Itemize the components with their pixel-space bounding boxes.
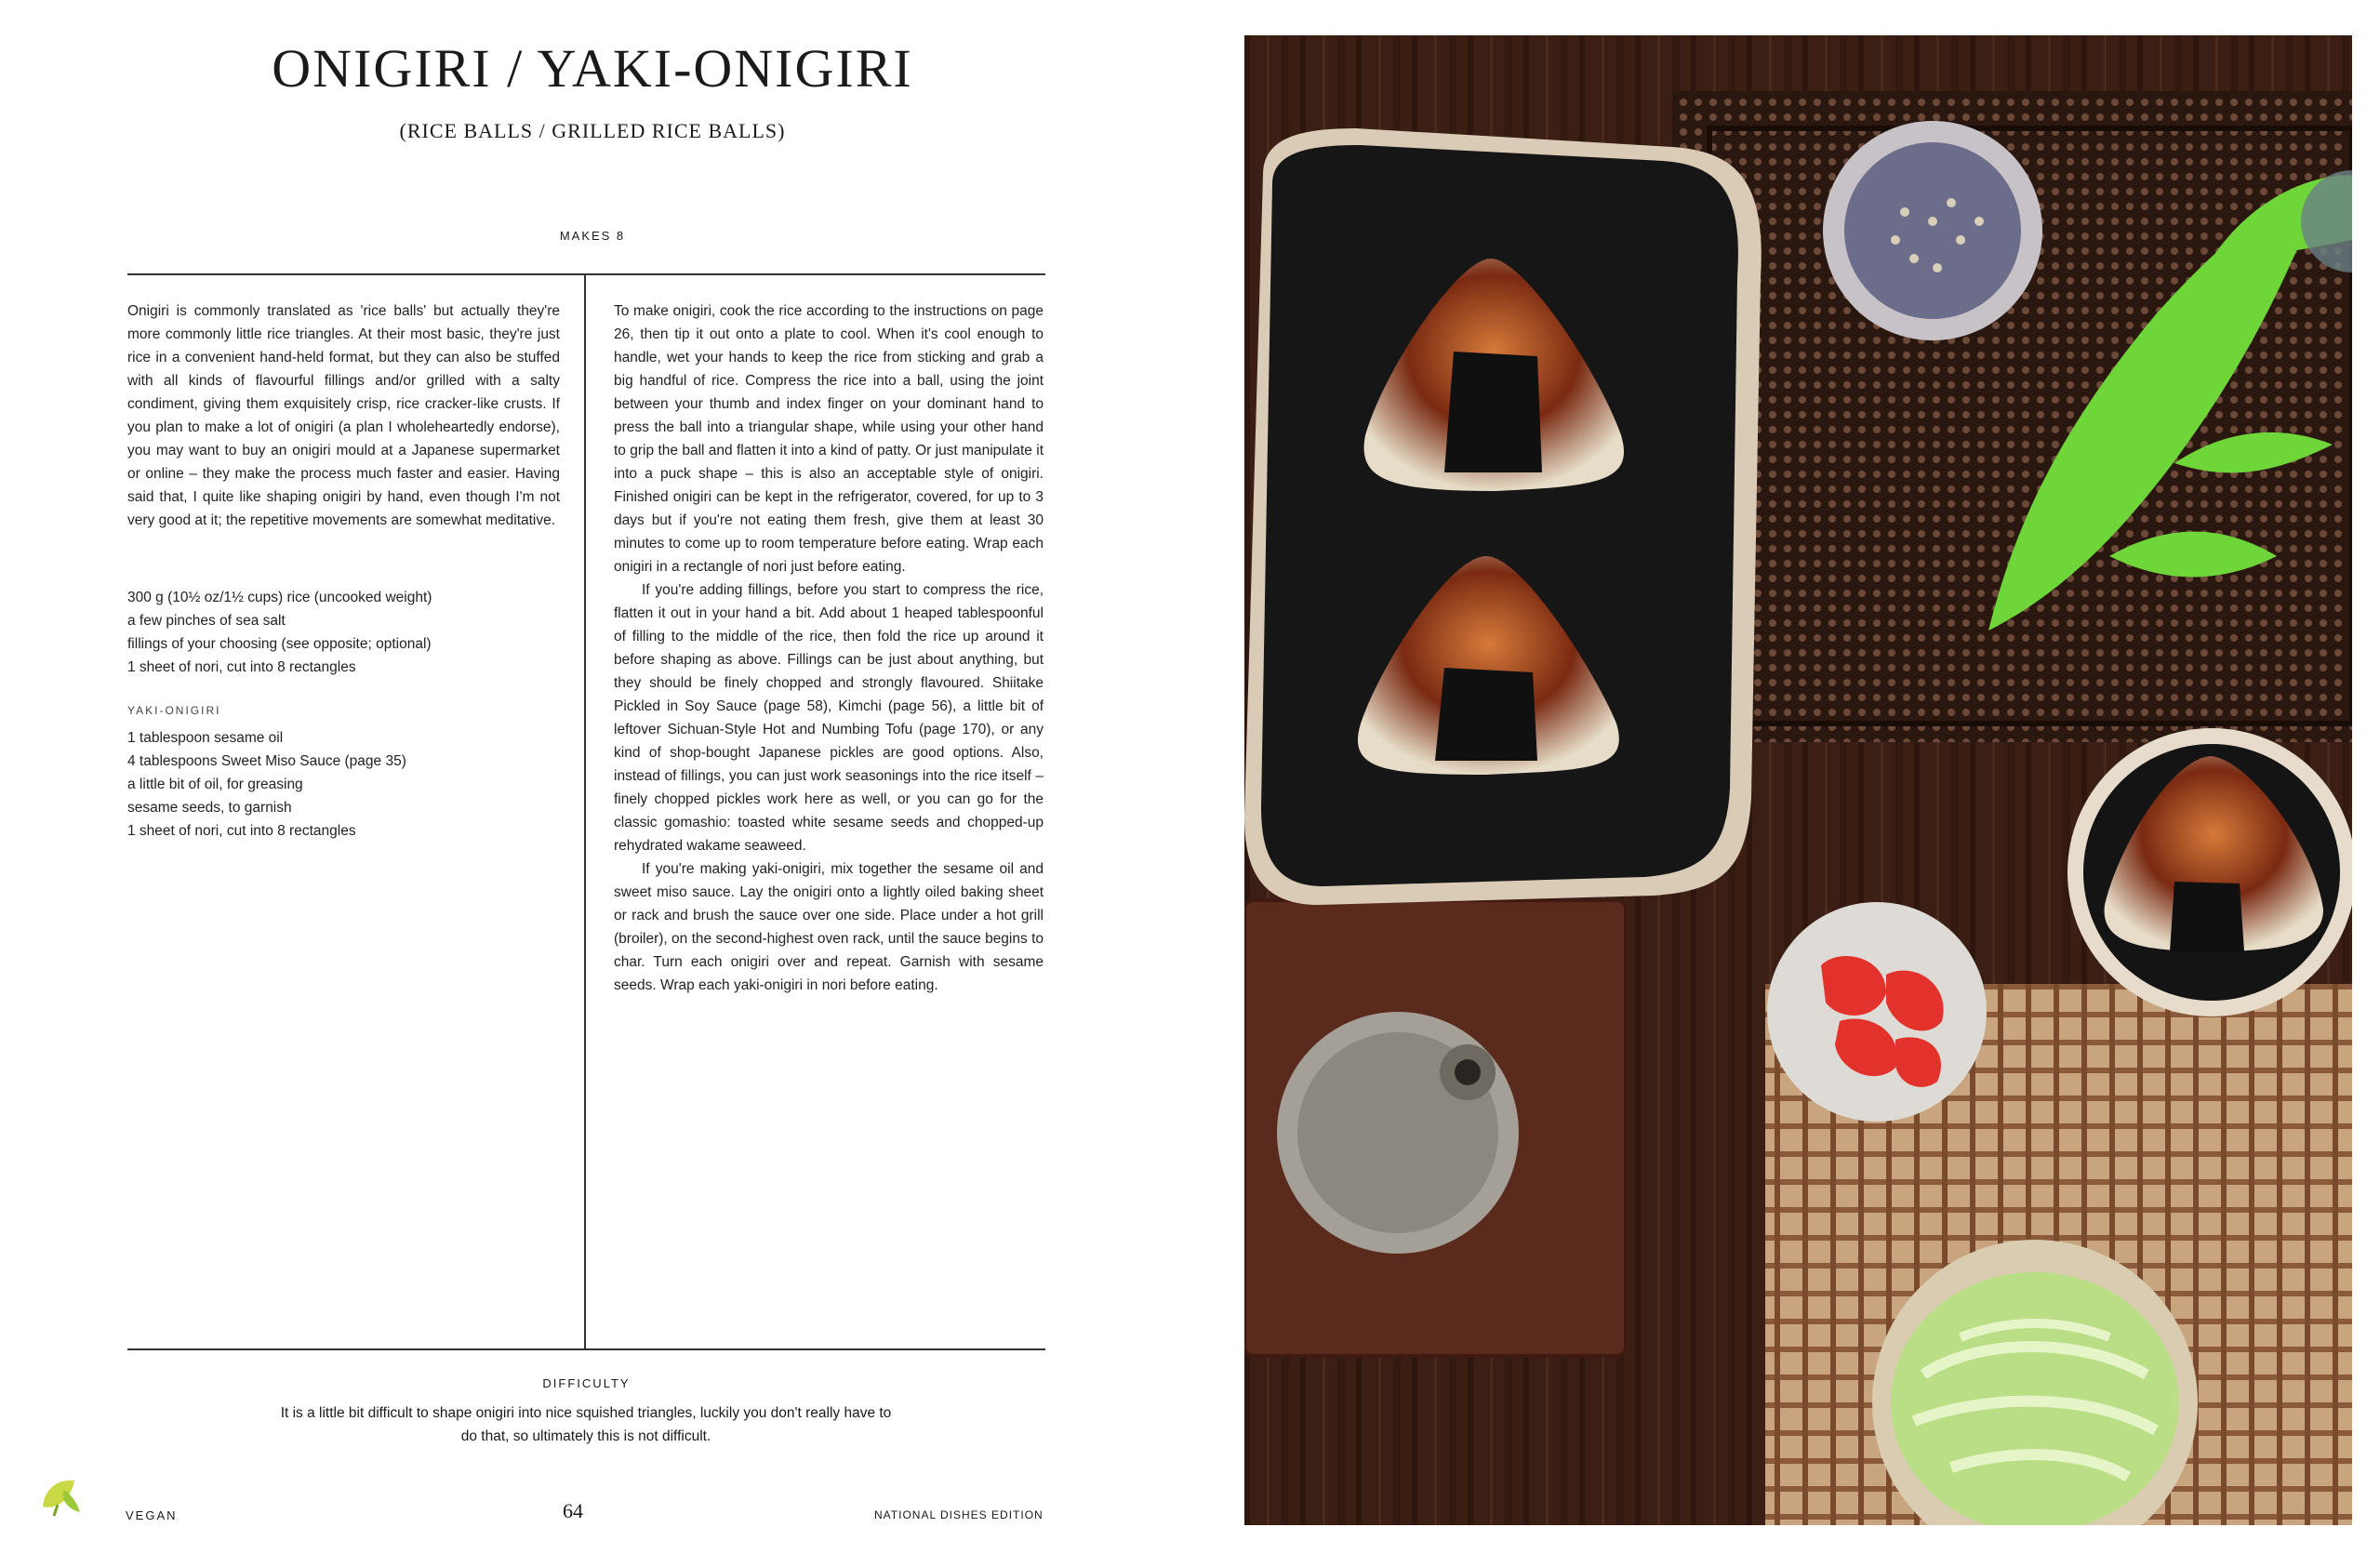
ingredient-list bbox=[127, 586, 560, 679]
ingredient-item: a little bit of oil, for greasing bbox=[127, 777, 303, 792]
yaki-ingredient-list bbox=[127, 726, 560, 843]
footer-book-label: NATIONAL DISHES EDITION bbox=[874, 1508, 1044, 1521]
page-number: 64 bbox=[563, 1499, 583, 1522]
ingredient-item: 1 sheet of nori, cut into 8 rectangles bbox=[127, 659, 356, 675]
footer-section-label: VEGAN bbox=[126, 1508, 178, 1522]
ingredient-item: fillings of your choosing (see opposite; optional) bbox=[127, 636, 432, 652]
ingredient-item: 4 tablespoons Sweet Miso Sauce (page 35) bbox=[127, 753, 406, 769]
ingredient-item: 1 tablespoon sesame oil bbox=[127, 730, 284, 746]
shredded-cabbage bbox=[1891, 1272, 2179, 1525]
tomato-plate bbox=[1767, 902, 1987, 1122]
method-paragraph: If you're making yaki-onigiri, mix together the sesame oil and sweet miso sauce. Lay the onigiri onto a lightly oiled baking sheet or rack and brush the sauce over one side. Place under a hot grill (broiler), on the second-highest oven rack, until the sauce begins to char. Turn each onigiri over and repeat. Garnish with sesame seeds. Wrap each yaki-onigiri in nori before eating. bbox=[614, 861, 1044, 993]
top-rule bbox=[127, 273, 1045, 275]
recipe-title: ONIGIRI / YAKI-ONIGIRI bbox=[272, 38, 913, 99]
difficulty-text: It is a little bit difficult to shape onigiri into nice squished triangles, luckily you don't really have to do that, so ultimately this is not difficult. bbox=[280, 1405, 892, 1444]
difficulty-label: DIFFICULTY bbox=[542, 1376, 631, 1390]
ingredient-item: 1 sheet of nori, cut into 8 rectangles bbox=[127, 823, 356, 839]
ingredient-item: 300 g (10½ oz/1½ cups) rice (uncooked weight) bbox=[127, 590, 432, 605]
ceramic-bottle bbox=[1277, 1012, 1519, 1254]
method-paragraph: If you're adding fillings, before you start to compress the rice, flatten it out in your hand a bit. Add about 1 heaped tablespoonful of filling to the middle of the rice, then fold the rice up around it before shaping as above. Fillings can be just about anything, but they should be finely chopped and strongly flavoured. Shiitake Pickled in Soy Sauce (page 58), Kimchi (page 56), a little bit of leftover Sichuan-Style Hot and Numbing Tofu (page 170), or any kind of shop-bought Japanese pickles are good options. Also, instead of fillings, you can just work seasonings into the rice itself – finely chopped pickles work here as well, or you can go for the classic gomashio: toasted white sesame seeds and chopped-up rehydrated wakame seaweed. bbox=[614, 582, 1044, 854]
intro-paragraph: Onigiri is commonly translated as 'rice balls' but actually they're more commonly little rice triangles. At their most basic, they're just rice in a convenient hand-held format, but they can also be stuffed with all kinds of flavourful fillings and/or grilled with a salty condiment, giving them exquisitely crisp, rice cracker-like crusts. If you plan to make a lot of onigiri (a plan I wholeheartedly endorse), you may want to buy an onigiri mould at a Japanese supermarket or online – they make the process much faster and easier. Having said that, I quite like shaping onigiri by hand, even though I'm not very good at it; the repetitive movements are somewhat meditative. bbox=[127, 303, 560, 528]
column-divider bbox=[584, 275, 586, 1348]
ingredient-item: a few pinches of sea salt bbox=[127, 613, 286, 629]
yaki-onigiri-heading: YAKI-ONIGIRI bbox=[127, 704, 221, 717]
method-paragraph: To make onigiri, cook the rice according to the instructions on page 26, then tip it out onto a plate to cool. When it's cool enough to handle, wet your hands to keep the rice from sticking and grab a big handful of rice. Compress the rice into a ball, using the joint between your thumb and index finger on your dominant hand to press the ball into a triangular shape, while using your other hand to grip the ball and flatten it into a kind of patty. Or just manipulate it into a puck shape – this is also an acceptable style of onigiri. Finished onigiri can be kept in the refrigerator, covered, for up to 3 days but if you're not eating them fresh, give them at least 30 minutes to come up to room temperature before eating. Wrap each onigiri in a rectangle of nori just before eating. bbox=[614, 303, 1044, 575]
ingredient-item: sesame seeds, to garnish bbox=[127, 800, 292, 816]
makes-count: MAKES 8 bbox=[559, 229, 626, 243]
onigiri-photo bbox=[1244, 35, 2352, 1525]
recipe-subtitle: (RICE BALLS / GRILLED RICE BALLS) bbox=[399, 119, 786, 142]
bottom-rule bbox=[127, 1348, 1045, 1350]
left-column bbox=[127, 299, 560, 843]
right-column bbox=[614, 299, 1044, 997]
leaf-logo-icon bbox=[35, 1469, 91, 1525]
